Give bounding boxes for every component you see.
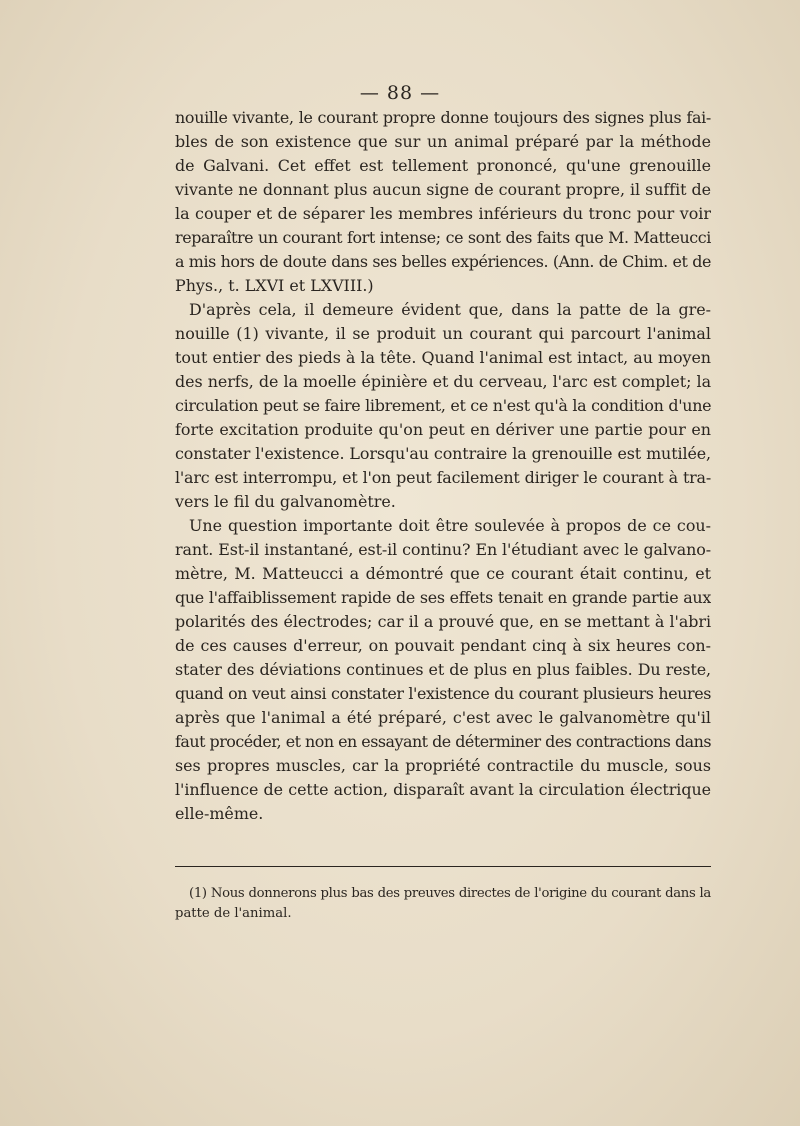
paragraph-3 <box>175 514 711 826</box>
text-line: rant. Est-il instantané, est-il continu? En l'étudiant avec le galvano- <box>175 540 711 559</box>
body-text <box>175 106 711 826</box>
text-line: reparaître un courant fort intense; ce sont des faits que M. Matteucci <box>175 228 711 247</box>
text-line: tout entier des pieds à la tête. Quand l'animal est intact, au moyen <box>175 348 711 367</box>
text-line: a mis hors de doute dans ses belles expériences. (Ann. de Chim. et de <box>175 252 711 271</box>
footnote-line: (1) Nous donnerons plus bas des preuves directes de l'origine du courant dans la <box>189 886 711 901</box>
text-line: de Galvani. Cet effet est tellement prononcé, qu'une grenouille <box>175 156 711 175</box>
text-line: elle-même. <box>175 804 264 823</box>
text-line: que l'affaiblissement rapide de ses effets tenait en grande partie aux <box>175 588 711 607</box>
text-line: l'arc est interrompu, et l'on peut facilement diriger le courant à tra- <box>175 468 711 487</box>
text-line: après que l'animal a été préparé, c'est avec le galvanomètre qu'il <box>175 708 711 727</box>
text-line: D'après cela, il demeure évident que, dans la patte de la gre- <box>189 300 711 319</box>
text-line: bles de son existence que sur un animal préparé par la méthode <box>175 132 711 151</box>
paragraph-1 <box>175 106 711 298</box>
text-line: l'influence de cette action, disparaît avant la circulation électrique <box>175 780 711 799</box>
text-line: vivante ne donnant plus aucun signe de courant propre, il suffit de <box>175 180 711 199</box>
text-line: nouille vivante, le courant propre donne toujours des signes plus fai- <box>175 108 711 127</box>
text-line: nouille (1) vivante, il se produit un courant qui parcourt l'animal <box>175 324 711 343</box>
footnote <box>175 884 711 924</box>
text-line: vers le fil du galvanomètre. <box>175 492 396 511</box>
text-line: de ces causes d'erreur, on pouvait pendant cinq à six heures con- <box>175 636 711 655</box>
text-line: polarités des électrodes; car il a prouvé que, en se mettant à l'abri <box>175 612 711 631</box>
text-line: forte excitation produite qu'on peut en dériver une partie pour en <box>175 420 711 439</box>
footnote-line: patte de l'animal. <box>175 906 292 921</box>
text-line: des nerfs, de la moelle épinière et du cerveau, l'arc est complet; la <box>175 372 711 391</box>
footnote-divider <box>175 866 711 867</box>
text-line: constater l'existence. Lorsqu'au contraire la grenouille est mutilée, <box>175 444 711 463</box>
text-line: mètre, M. Matteucci a démontré que ce courant était continu, et <box>175 564 711 583</box>
text-line: ses propres muscles, car la propriété contractile du muscle, sous <box>175 756 711 775</box>
text-line: circulation peut se faire librement, et ce n'est qu'à la condition d'une <box>175 396 711 415</box>
text-line: stater des déviations continues et de plus en plus faibles. Du reste, <box>175 660 711 679</box>
text-line: la couper et de séparer les membres inférieurs du tronc pour voir <box>175 204 711 223</box>
text-line: faut procéder, et non en essayant de déterminer des contractions dans <box>175 732 711 751</box>
text-line: quand on veut ainsi constater l'existence du courant plusieurs heures <box>175 684 711 703</box>
paragraph-2 <box>175 298 711 514</box>
text-line: Phys., t. LXVI et LXVIII.) <box>175 276 374 295</box>
page-number: — 88 — <box>359 82 441 104</box>
text-line: Une question importante doit être soulevée à propos de ce cou- <box>189 516 711 535</box>
